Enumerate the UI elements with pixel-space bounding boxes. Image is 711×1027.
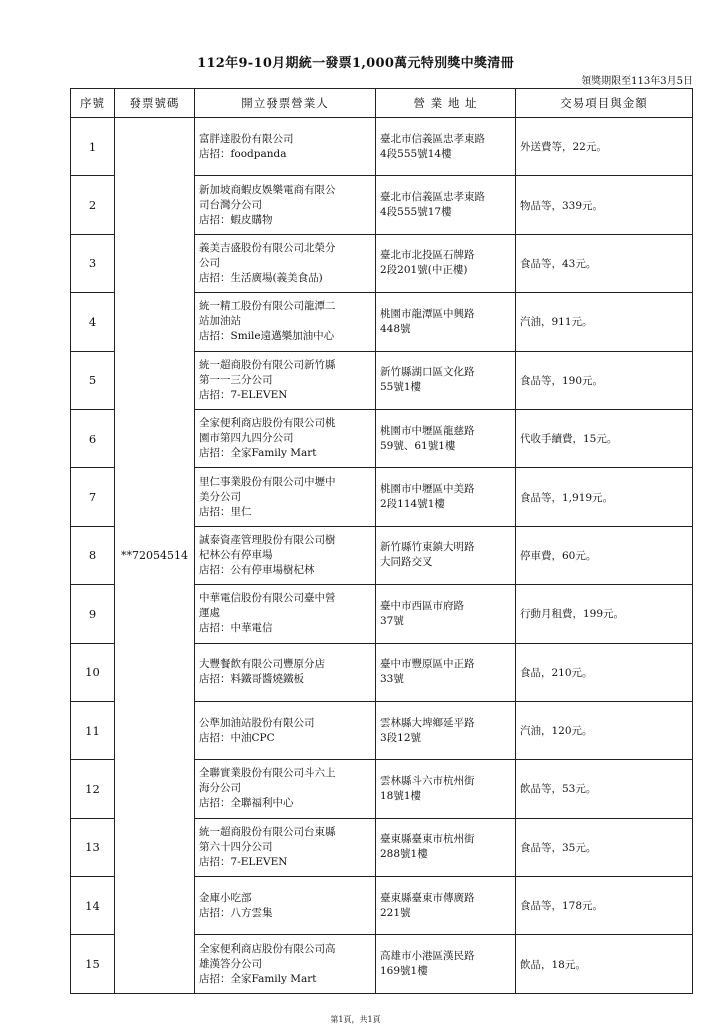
merchant-name-line: 第六十四分公司 (199, 840, 273, 853)
address-line: 448號 (380, 322, 411, 335)
merchant-name-line: 中華電信股份有限公司臺中營 (199, 592, 336, 605)
store-sign: 店招：全家Family Mart (199, 447, 317, 460)
address-line: 桃園市中壢區中美路 (380, 483, 475, 496)
table-header-row (71, 89, 693, 118)
merchant-name-line: 雄漢答分公司 (199, 957, 262, 970)
row-merchant (195, 176, 376, 234)
page-title: 112年9-10月期統一發票1,000萬元特別獎中獎清冊 (197, 56, 514, 71)
row-seq: 4 (71, 293, 115, 351)
merchant-name-line: 全家便利商店股份有限公司高 (199, 942, 336, 955)
merchant-name-line: 義美吉盛股份有限公司北榮分 (199, 241, 336, 254)
address-line: 2段114號1樓 (380, 498, 445, 511)
merchant-name-line: 全聯實業股份有限公司斗六上 (199, 767, 336, 780)
row-address (376, 818, 516, 876)
row-address (376, 701, 516, 759)
row-merchant (195, 351, 376, 409)
invoice-number: **72054514 (115, 118, 195, 994)
header-address: 營 業 地 址 (376, 89, 516, 118)
address-line: 臺北市北投區石牌路 (380, 249, 475, 262)
address-line: 臺北市信義區忠孝東路 (380, 132, 485, 145)
row-address (376, 877, 516, 935)
merchant-name-line: 金庫小吃部 (199, 891, 252, 904)
row-merchant (195, 701, 376, 759)
row-transaction: 食品等，43元。 (516, 234, 693, 292)
row-transaction: 行動月租費，199元。 (516, 585, 693, 643)
address-line: 臺中市西區市府路 (380, 599, 464, 612)
address-line: 59號、61號1樓 (380, 439, 456, 452)
row-transaction: 食品等，190元。 (516, 351, 693, 409)
row-seq: 3 (71, 234, 115, 292)
row-merchant (195, 818, 376, 876)
merchant-name-line: 誠泰資產管理股份有限公司樹 (199, 533, 336, 546)
store-sign: 店招：全聯福利中心 (199, 797, 294, 810)
row-seq: 10 (71, 643, 115, 701)
address-line: 桃園市中壢區龍慈路 (380, 424, 475, 437)
row-address (376, 234, 516, 292)
address-line: 臺北市信義區忠孝東路 (380, 191, 485, 204)
store-sign: 店招：Smile遠邁樂加油中心 (199, 330, 335, 343)
row-transaction: 汽油，120元。 (516, 701, 693, 759)
row-merchant (195, 293, 376, 351)
row-seq: 15 (71, 935, 115, 993)
row-address (376, 118, 516, 176)
address-line: 新竹縣竹東鎮大明路 (380, 541, 475, 554)
address-line: 3段12號 (380, 731, 422, 744)
row-address (376, 935, 516, 993)
address-line: 臺東縣臺東市傳廣路 (380, 891, 475, 904)
store-sign: 店招：里仁 (199, 505, 252, 518)
address-line: 33號 (380, 673, 404, 686)
address-line: 2段201號(中正樓) (380, 264, 468, 277)
row-address (376, 176, 516, 234)
row-seq: 8 (71, 526, 115, 584)
store-sign: 店招：生活廣場(義美食品) (199, 271, 323, 284)
header-transaction: 交易項目與金額 (516, 89, 693, 118)
row-seq: 2 (71, 176, 115, 234)
row-seq: 12 (71, 760, 115, 818)
row-address (376, 760, 516, 818)
row-transaction: 食品，210元。 (516, 643, 693, 701)
row-merchant (195, 643, 376, 701)
store-sign: 店招：公有停車場樹杞林 (199, 563, 315, 576)
merchant-name-line: 里仁事業股份有限公司中壢中 (199, 475, 336, 488)
row-merchant (195, 234, 376, 292)
merchant-name-line: 全家便利商店股份有限公司桃 (199, 417, 336, 430)
store-sign: 店招：7-ELEVEN (199, 388, 288, 401)
merchant-name-line: 杞林公有停車場 (199, 548, 273, 561)
page-footer: 第1頁，共1頁 (330, 1015, 381, 1024)
header-merchant: 開立發票營業人 (195, 89, 376, 118)
row-transaction: 停車費，60元。 (516, 526, 693, 584)
row-address (376, 526, 516, 584)
row-merchant (195, 877, 376, 935)
merchant-name-line: 司台灣分公司 (199, 198, 262, 211)
address-line: 4段555號14樓 (380, 147, 452, 160)
merchant-name-line: 海分公司 (199, 782, 241, 795)
merchant-name-line: 新加坡商蝦皮娛樂電商有限公 (199, 183, 336, 196)
address-line: 臺東縣臺東市杭州街 (380, 833, 475, 846)
row-merchant (195, 409, 376, 467)
row-seq: 9 (71, 585, 115, 643)
address-line: 18號1樓 (380, 789, 422, 802)
row-transaction: 食品等，35元。 (516, 818, 693, 876)
header-invoice-number: 發票號碼 (115, 89, 195, 118)
row-seq: 7 (71, 468, 115, 526)
merchant-name-line: 美分公司 (199, 490, 241, 503)
row-address (376, 351, 516, 409)
row-seq: 5 (71, 351, 115, 409)
store-sign: 店招：中華電信 (199, 622, 273, 635)
store-sign: 店招：全家Family Mart (199, 972, 317, 985)
row-merchant (195, 526, 376, 584)
table-body (71, 118, 693, 994)
row-transaction: 食品等，1,919元。 (516, 468, 693, 526)
address-line: 臺中市豐原區中正路 (380, 658, 475, 671)
row-seq: 13 (71, 818, 115, 876)
merchant-name-line: 運處 (199, 607, 220, 620)
merchant-name-line: 園市第四九四分公司 (199, 432, 294, 445)
row-merchant (195, 760, 376, 818)
winners-table (70, 88, 693, 994)
merchant-name-line: 大豐餐飲有限公司豐原分店 (199, 658, 325, 671)
address-line: 169號1樓 (380, 965, 428, 978)
address-line: 37號 (380, 614, 404, 627)
address-line: 桃園市龍潭區中興路 (380, 307, 475, 320)
merchant-name-line: 公司 (199, 256, 220, 269)
merchant-name-line: 站加油站 (199, 315, 241, 328)
row-seq: 11 (71, 701, 115, 759)
row-address (376, 585, 516, 643)
store-sign: 店招：中油CPC (199, 731, 275, 744)
store-sign: 店招：料鐵哥醬燒鐵板 (199, 673, 304, 686)
row-merchant (195, 468, 376, 526)
row-transaction: 飲品等，53元。 (516, 760, 693, 818)
claim-deadline: 領獎期限至113年3月5日 (581, 76, 693, 87)
address-line: 4段555號17樓 (380, 206, 452, 219)
merchant-name-line: 第一一三分公司 (199, 373, 273, 386)
merchant-name-line: 公準加油站股份有限公司 (199, 716, 315, 729)
row-seq: 6 (71, 409, 115, 467)
header-seq: 序號 (71, 89, 115, 118)
merchant-name-line: 統一精工股份有限公司龍潭二 (199, 300, 336, 313)
row-seq: 1 (71, 118, 115, 176)
address-line: 221號 (380, 906, 411, 919)
row-transaction: 食品等，178元。 (516, 877, 693, 935)
row-merchant (195, 585, 376, 643)
row-address (376, 409, 516, 467)
row-transaction: 物品等，339元。 (516, 176, 693, 234)
row-address (376, 293, 516, 351)
address-line: 雲林縣大埤鄉延平路 (380, 716, 475, 729)
address-line: 大同路交叉 (380, 556, 433, 569)
store-sign: 店招：蝦皮購物 (199, 213, 273, 226)
store-sign: 店招：foodpanda (199, 147, 287, 160)
row-transaction: 汽油，911元。 (516, 293, 693, 351)
row-merchant (195, 935, 376, 993)
address-line: 288號1樓 (380, 848, 428, 861)
store-sign: 店招：7-ELEVEN (199, 855, 288, 868)
address-line: 新竹縣湖口區文化路 (380, 366, 475, 379)
row-transaction: 外送費等，22元。 (516, 118, 693, 176)
merchant-name-line: 富胖達股份有限公司 (199, 132, 294, 145)
address-line: 55號1樓 (380, 381, 422, 394)
row-seq: 14 (71, 877, 115, 935)
address-line: 雲林縣斗六市杭州街 (380, 774, 475, 787)
address-line: 高雄市小港區漢民路 (380, 950, 475, 963)
row-merchant (195, 118, 376, 176)
row-transaction: 代收手續費，15元。 (516, 409, 693, 467)
table-row (71, 118, 693, 176)
row-address (376, 468, 516, 526)
merchant-name-line: 統一超商股份有限公司新竹縣 (199, 358, 336, 371)
store-sign: 店招：八方雲集 (199, 906, 273, 919)
row-address (376, 643, 516, 701)
merchant-name-line: 統一超商股份有限公司台東縣 (199, 825, 336, 838)
row-transaction: 飲品，18元。 (516, 935, 693, 993)
